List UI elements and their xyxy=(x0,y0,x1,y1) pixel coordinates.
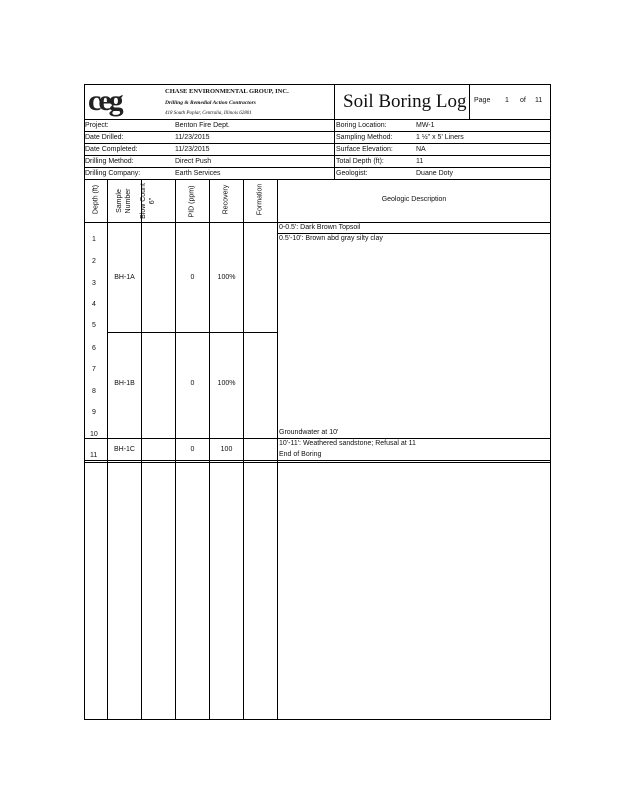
info-value: Benton Fire Dept. xyxy=(175,122,230,129)
company-address: 418 South Poplar, Centralia, Illinois 62801 xyxy=(165,111,252,116)
info-label: Drilling Company: xyxy=(85,170,141,177)
page-label: Page xyxy=(474,97,491,104)
col-header-pid: PID (ppm) xyxy=(188,185,196,218)
info-value: 11/23/2015 xyxy=(175,134,210,141)
description-groundwater: Groundwater at 10' xyxy=(279,429,339,436)
sample-recovery: 100% xyxy=(217,274,236,281)
page-number: 1 xyxy=(505,97,509,104)
log-title: Soil Boring Log xyxy=(343,91,467,112)
description-end: End of Boring xyxy=(279,451,322,458)
depth-tick: 1 xyxy=(92,236,96,243)
description-clay: 0.5'-10': Brown abd gray silty clay xyxy=(279,235,383,242)
page-of-label: of xyxy=(520,97,526,104)
description-sandstone: 10'-11': Weathered sandstone; Refusal at 11 xyxy=(279,440,416,447)
page-total: 11 xyxy=(535,97,543,104)
col-header-sample: Sample Number xyxy=(116,188,132,214)
depth-tick: 11 xyxy=(90,452,98,459)
depth-tick: 6 xyxy=(92,345,96,352)
company-logo xyxy=(88,84,160,118)
depth-tick: 10 xyxy=(90,431,98,438)
col-header-description: Geologic Description xyxy=(381,196,447,203)
sample-pid: 0 xyxy=(190,380,195,387)
info-value: 11/23/2015 xyxy=(175,146,210,153)
depth-tick: 5 xyxy=(92,322,96,329)
sample-recovery: 100 xyxy=(220,446,233,453)
info-value: NA xyxy=(416,146,426,153)
depth-tick: 7 xyxy=(92,366,96,373)
col-header-formation: Formation xyxy=(256,183,264,216)
info-value: MW-1 xyxy=(416,122,435,129)
sample-pid: 0 xyxy=(190,274,195,281)
info-value: Duane Doty xyxy=(416,170,453,177)
info-value: 1 ½" x 5' Liners xyxy=(416,134,464,141)
info-label: Date Drilled: xyxy=(85,134,124,141)
info-label: Boring Location: xyxy=(336,122,387,129)
sample-recovery: 100% xyxy=(217,380,236,387)
sample-number: BH-1A xyxy=(114,274,135,281)
company-name: CHASE ENVIRONMENTAL GROUP, INC. xyxy=(165,88,289,95)
depth-tick: 9 xyxy=(92,409,96,416)
info-value: Direct Push xyxy=(175,158,212,165)
depth-tick: 4 xyxy=(92,301,96,308)
company-tagline: Drilling & Remedial Action Contractors xyxy=(165,100,256,106)
col-header-recovery: Recovery xyxy=(222,184,230,215)
info-label: Total Depth (ft): xyxy=(336,158,384,165)
info-label: Surface Elevation: xyxy=(336,146,393,153)
info-value: Earth Services xyxy=(175,170,221,177)
info-value: 11 xyxy=(416,158,424,165)
depth-tick: 2 xyxy=(92,258,96,265)
col-header-depth: Depth (ft) xyxy=(92,184,100,215)
info-label: Date Completed: xyxy=(85,146,138,153)
logo-text: ceg xyxy=(88,84,121,117)
sample-pid: 0 xyxy=(190,446,195,453)
info-label: Geologist: xyxy=(336,170,368,177)
depth-tick: 3 xyxy=(92,280,96,287)
info-label: Drilling Method: xyxy=(85,158,134,165)
sample-number: BH-1C xyxy=(113,446,135,453)
info-label: Sampling Method: xyxy=(336,134,393,141)
description-topsoil: 0-0.5': Dark Brown Topsoil xyxy=(279,224,361,231)
depth-tick: 8 xyxy=(92,388,96,395)
sample-number: BH-1B xyxy=(114,380,135,387)
info-label: Project: xyxy=(85,122,109,129)
col-header-blow-count: Blow Count 6" xyxy=(140,183,156,219)
